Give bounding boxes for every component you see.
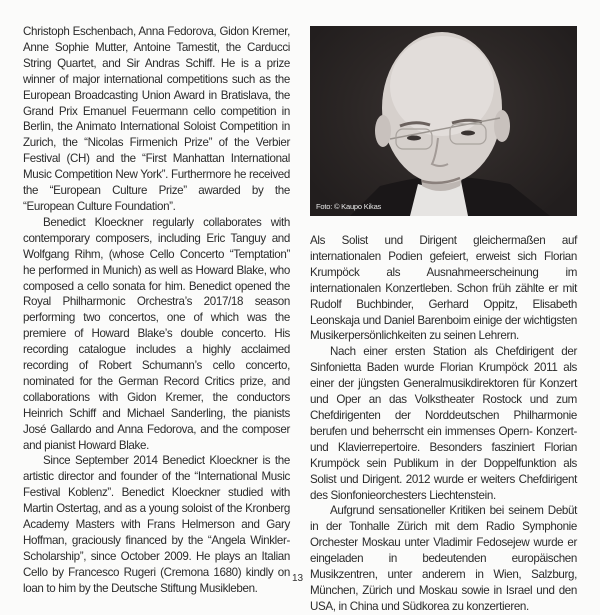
page-number: 13 xyxy=(292,573,304,584)
paragraph-krumpoeck-debut: Aufgrund sensationeller Kritiken bei seinem Debüt in der Tonhalle Zürich mit dem Radio Symphonie Orchester Moskau unter Vladimir Fedosejew wurde er eingeladen in bedeutenden europäischen Musikzentren, unter anderem in Wien, Salzburg, München, Zürich und Moskau sowie in Israel und den USA, in China und Südkorea zu konzertieren. xyxy=(310,504,577,613)
paragraph-kloeckner-composers: Benedict Kloeckner regularly collaborates with contemporary composers, including Eric Tanguy and Wolfgang Rihm, (whose Cello Concerto “Temptation” he performed in Munich) as well as Howard Blake, who composed a cello sonata for him. Benedict opened the Royal Philharmonic Orchestra’s 2017/18 season performing two concertos, one of which was the premiere of Howard Blake’s double concerto. His recording catalogue includes a highly acclaimed recording of Robert Schumann’s cello concerto, nominated for the German Record Critics prize, and collaborations with Gidon Kremer, the conductors Heinrich Schiff and Michael Sanderling, the pianists José Gallardo and Anna Fedorova, and the composer and pianist Howard Blake. xyxy=(23,215,290,452)
paragraph-kloeckner-festival: Since September 2014 Benedict Kloeckner is the artistic director and founder of the “International Music Festival Koblenz”. Benedict Kloeckner studied with Martin Ostertag, and as a young soloist of the Kronberg Academy Masters with Frans Helmerson and Gary Hoffman, graciously financed by the “Angela Winkler-Scholarship”, since October 2009. He plays an Italian Cello by Francesco Rugeri (Cremona 1680) kindly on loan to him by the Deutsche Stiftung Musikleben. xyxy=(23,454,290,595)
portrait-photo xyxy=(310,26,577,216)
paragraph-kloeckner-collaborations: Christoph Eschenbach, Anna Fedorova, Gidon Kremer, Anne Sophie Mutter, Antoine Tamestit, the Carducci String Quartet, and Sir Andras Schiff. He is a prize winner of major international competitions such as the European Broadcasting Union Award in Bratislava, the Grand Prix Emanuel Feuermann cello competition in Berlin, the Animato International Soloist Competition in Zurich, the “Nicolas Firmenich Prize” of the Verbier Festival (CH) and the “First Manhattan International Music Competition New York”. Furthermore he received the “European Culture Prize” awarded by the “European Culture Foundation”. xyxy=(23,25,290,213)
portrait-illustration xyxy=(310,26,577,216)
right-column-text xyxy=(310,233,577,615)
left-column-text xyxy=(23,24,290,597)
paragraph-krumpoeck-career: Nach einer ersten Station als Chefdirigent der Sinfonietta Baden wurde Florian Krumpöck 2011 als einer der jüngsten Generalmusikdirektoren für Konzert und Oper an das Volkstheater Rostock und zum Chefdirigenten der Norddeutschen Philharmonie berufen und beherrscht ein immenses Opern- Konzert-und Klavierrepertoire. Besonders fasziniert Florian Krumpöck sein Publikum in der Doppelfunktion als Solist und Dirigent. 2012 wurde er weiters Chefdirigent des Sionfonieorchesters Liechtenstein. xyxy=(310,345,577,502)
photo-credit: Foto: © Kaupo Kikas xyxy=(316,202,382,211)
paragraph-krumpoeck-intro: Als Solist und Dirigent gleichermaßen auf internationalen Podien gefeiert, erweist sich Florian Krumpöck als Ausnahmeerscheinung im internationalen Konzertleben. Schon früh zählte er mit Rudolf Buchbinder, Gerhard Oppitz, Elisabeth Leonskaja und Daniel Barenboim einige der wichtigsten Musikerpersönlichkeiten zu seinen Lehrern. xyxy=(310,234,577,343)
